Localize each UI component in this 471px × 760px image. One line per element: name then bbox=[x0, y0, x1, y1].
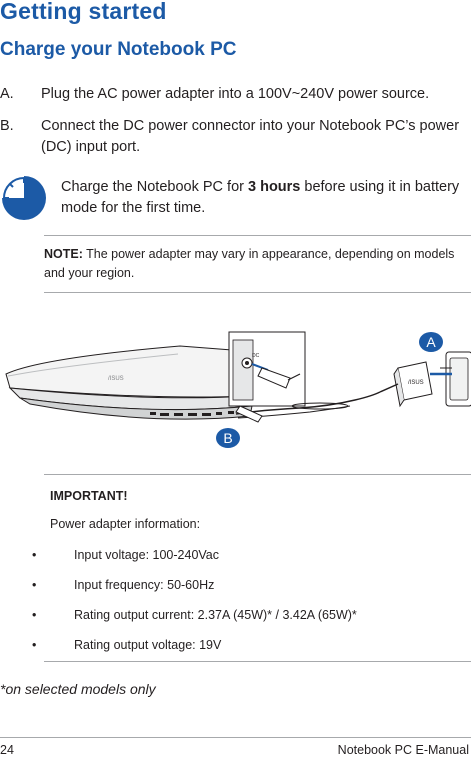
power-plug-icon bbox=[430, 352, 471, 406]
footer-divider bbox=[0, 737, 471, 738]
divider bbox=[44, 292, 471, 293]
page-title: Getting started bbox=[0, 0, 167, 24]
bullet: • bbox=[32, 548, 37, 562]
bullet: • bbox=[32, 638, 37, 652]
important-title: IMPORTANT! bbox=[50, 489, 128, 503]
step-b bbox=[0, 116, 471, 160]
bullet: • bbox=[32, 608, 37, 622]
divider bbox=[44, 474, 471, 475]
important-intro: Power adapter information: bbox=[50, 517, 201, 531]
note-text: The power adapter may vary in appearance, depending on models and your region. bbox=[44, 247, 455, 280]
note-label: NOTE: bbox=[44, 247, 83, 261]
list-item bbox=[32, 548, 462, 564]
footnote: *on selected models only bbox=[0, 681, 156, 697]
step-letter: A. bbox=[0, 86, 14, 102]
section-title: Charge your Notebook PC bbox=[0, 39, 237, 60]
callout-a bbox=[419, 332, 443, 352]
charge-note bbox=[61, 177, 471, 219]
step-text: Plug the AC power adapter into a 100V~240V power source. bbox=[41, 86, 430, 102]
svg-text:DC: DC bbox=[252, 353, 260, 359]
laptop-logo: /ISUS bbox=[108, 376, 124, 382]
list-item-text: Rating output voltage: 19V bbox=[74, 638, 222, 652]
bullet: • bbox=[32, 578, 37, 592]
charge-duration: 3 hours bbox=[248, 179, 301, 195]
list-item bbox=[32, 608, 462, 624]
step-letter: B. bbox=[0, 118, 14, 134]
step-text: Connect the DC power connector into your Notebook PC’s power (DC) input port. bbox=[41, 118, 460, 155]
list-item bbox=[32, 638, 462, 654]
charge-note-text: before using it in battery mode for the first time. bbox=[61, 179, 460, 216]
note-box bbox=[44, 245, 471, 283]
list-item-text: Input frequency: 50-60Hz bbox=[74, 578, 215, 592]
divider bbox=[44, 661, 471, 662]
laptop-illustration bbox=[6, 346, 252, 419]
clock-icon bbox=[2, 176, 46, 220]
charging-diagram bbox=[0, 318, 471, 458]
divider bbox=[44, 235, 471, 236]
manual-title: Notebook PC E-Manual bbox=[337, 743, 469, 757]
svg-text:B: B bbox=[223, 430, 233, 446]
page-number: 24 bbox=[0, 743, 14, 757]
list-item-text: Rating output current: 2.37A (45W)* / 3.42A (65W)* bbox=[74, 608, 357, 622]
list-item-text: Input voltage: 100-240Vac bbox=[74, 548, 220, 562]
power-adapter bbox=[380, 362, 432, 406]
callout-b bbox=[216, 428, 240, 448]
adapter-logo: /ISUS bbox=[408, 380, 424, 386]
step-a bbox=[0, 84, 471, 106]
svg-text:A: A bbox=[426, 334, 436, 350]
list-item bbox=[32, 578, 462, 594]
charge-note-text: Charge the Notebook PC for bbox=[61, 179, 248, 195]
